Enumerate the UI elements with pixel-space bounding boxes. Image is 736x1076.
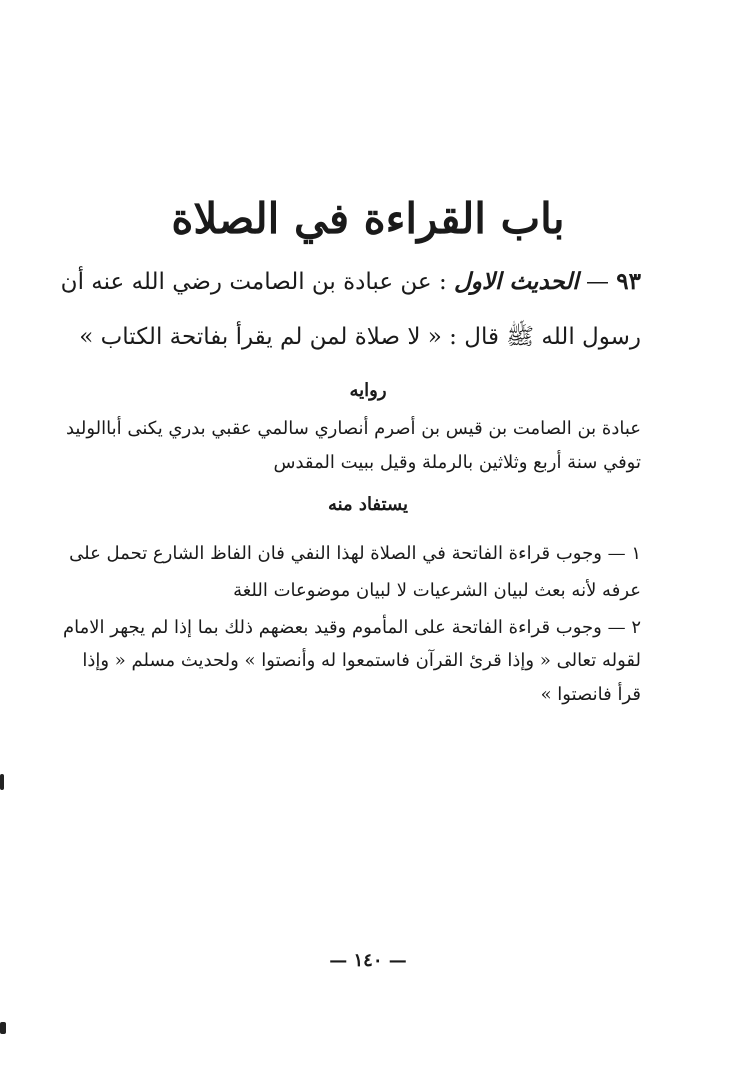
scan-edge-mark <box>0 1022 6 1034</box>
hadith-label: الحديث الاول <box>454 268 579 295</box>
benefit-2-line-3: قرأ فانصتوا » <box>540 684 641 705</box>
hadith-text-1: : عن عبادة بن الصامت رضي الله عنه أن <box>60 269 447 295</box>
page-number: — ١٤٠ — <box>329 950 407 971</box>
narrator-heading: روايه <box>349 380 387 401</box>
benefits-heading: يستفاد منه <box>327 494 409 515</box>
narrator-line-2: توفي سنة أربع وثلاثين بالرملة وقيل ببيت المقدس <box>273 452 641 473</box>
hadith-dash: — <box>585 269 609 295</box>
benefit-1-line-1: ١ — وجوب قراءة الفاتحة في الصلاة لهذا النفي فان الفاظ الشارع تحمل على <box>69 543 641 564</box>
chapter-title: باب القراءة في الصلاة <box>171 194 565 243</box>
hadith-line-1 <box>60 268 641 295</box>
benefit-2-line-1: ٢ — وجوب قراءة الفاتحة على المأموم وقيد بعضهم ذلك بما إذا لم يجهر الامام <box>63 617 641 638</box>
narrator-line-1: عبادة بن الصامت بن قيس بن أصرم أنصاري سالمي عقبي بدري يكنى أباالوليد <box>65 418 641 439</box>
benefit-2-line-2: لقوله تعالى « وإذا قرئ القرآن فاستمعوا له وأنصتوا » ولحديث مسلم « وإذا <box>82 650 641 671</box>
hadith-number: ٩٣ <box>616 268 641 295</box>
scan-edge-mark <box>0 774 4 790</box>
hadith-line-2: رسول الله ﷺ قال : « لا صلاة لمن لم يقرأ بفاتحة الكتاب » <box>79 324 641 350</box>
benefit-1-line-2: عرفه لأنه بعث لبيان الشرعيات لا لبيان موضوعات اللغة <box>233 580 641 601</box>
